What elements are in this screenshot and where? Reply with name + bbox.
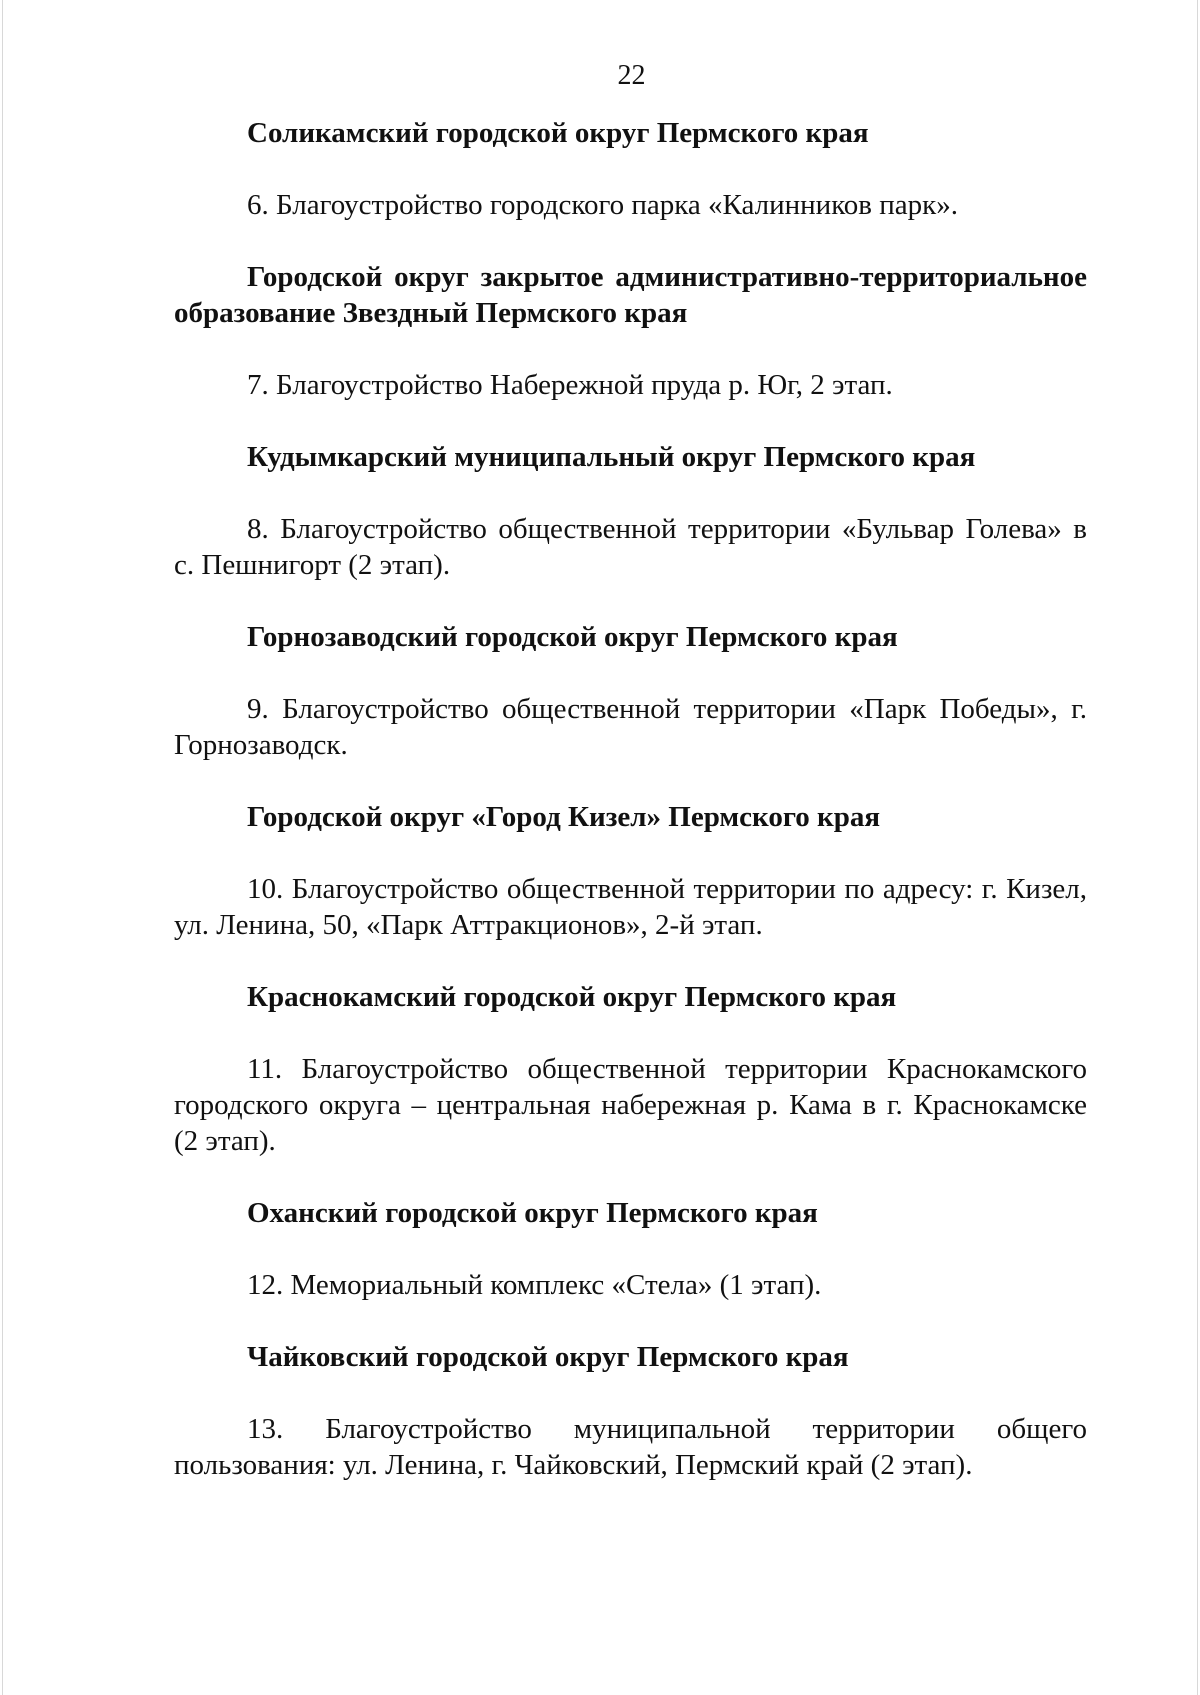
section-heading: Горнозаводский городской округ Пермского края bbox=[247, 621, 898, 653]
section-heading: Чайковский городской округ Пермского края bbox=[247, 1341, 849, 1373]
list-item: 11. Благоустройство общественной территории Краснокамского городского округа – центральная набережная р. Кама в г. Краснокамске (2 этап). bbox=[174, 1053, 1087, 1157]
list-item: 6. Благоустройство городского парка «Калинников парк». bbox=[247, 189, 958, 221]
document-body bbox=[174, 115, 1087, 1483]
scan-edge-left bbox=[2, 0, 3, 1695]
section-heading: Соликамский городской округ Пермского края bbox=[247, 117, 869, 149]
section-heading: Оханский городской округ Пермского края bbox=[247, 1197, 818, 1229]
section-heading: Городской округ закрытое административно-территориальное образование Звездный Пермского края bbox=[174, 261, 1087, 329]
list-item: 7. Благоустройство Набережной пруда р. Юг, 2 этап. bbox=[247, 369, 893, 401]
list-item: 10. Благоустройство общественной территории по адресу: г. Кизел, ул. Ленина, 50, «Парк Аттракционов», 2-й этап. bbox=[174, 873, 1087, 941]
section-heading: Кудымкарский муниципальный округ Пермского края bbox=[247, 441, 976, 473]
section-heading: Краснокамский городской округ Пермского края bbox=[247, 981, 897, 1013]
list-item: 8. Благоустройство общественной территории «Бульвар Голева» в с. Пешнигорт (2 этап). bbox=[174, 513, 1087, 581]
page-number: 22 bbox=[617, 60, 646, 91]
scan-edge-right bbox=[1197, 0, 1198, 1695]
list-item: 12. Мемориальный комплекс «Стела» (1 этап). bbox=[247, 1269, 822, 1301]
section-heading: Городской округ «Город Кизел» Пермского края bbox=[247, 801, 881, 833]
list-item: 13. Благоустройство муниципальной территории общего пользования: ул. Ленина, г. Чайковский, Пермский край (2 этап). bbox=[174, 1413, 1087, 1481]
list-item: 9. Благоустройство общественной территории «Парк Победы», г. Горнозаводск. bbox=[174, 693, 1087, 761]
